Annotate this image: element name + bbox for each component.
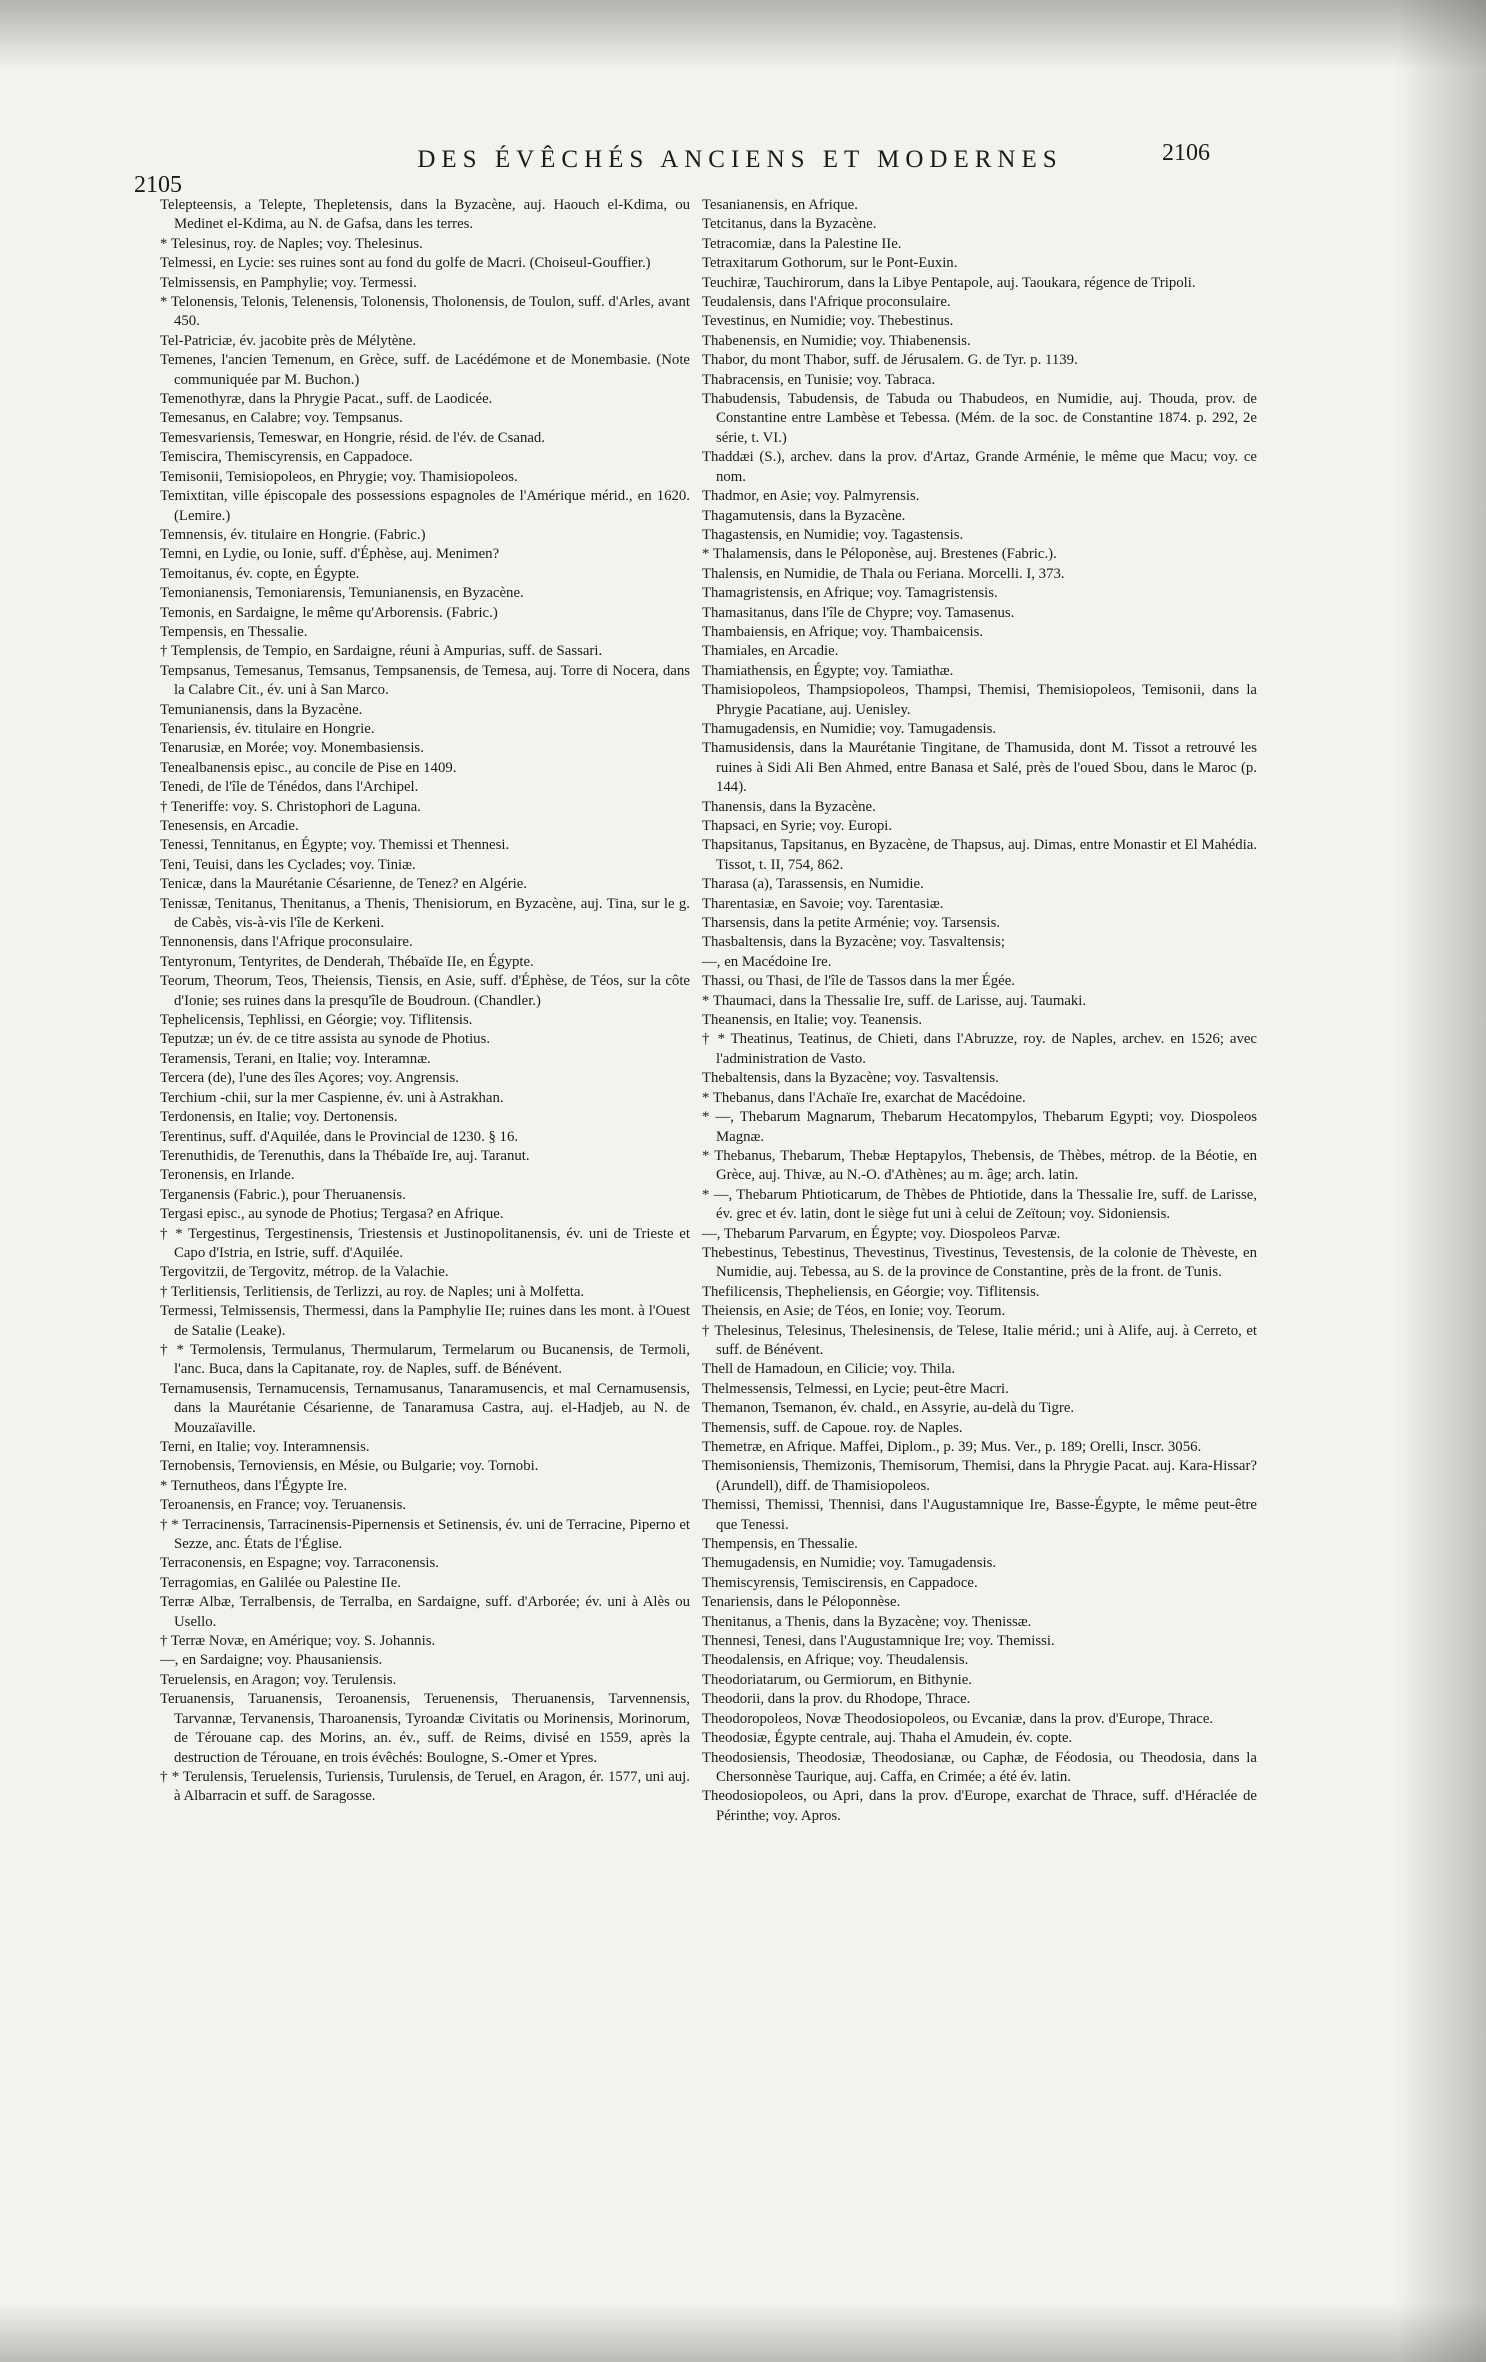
dictionary-entry: † * Terracinensis, Tarracinensis-Pipernensis et Setinensis, év. uni de Terracine, Piperno et Sezze, anc. États de l'Église. (160, 1516, 690, 1553)
dictionary-entry: * Telesinus, roy. de Naples; voy. Thelesinus. (160, 235, 423, 252)
scan-shadow-right (1396, 0, 1486, 2362)
dictionary-entry: Theodorii, dans la prov. du Rhodope, Thrace. (702, 1691, 971, 1708)
dictionary-entry: Telepteensis, a Telepte, Thepletensis, dans la Byzacène, auj. Haouch el-Kdima, ou Medinet el-Kdima, au N. de Gafsa, dans les terres. (160, 197, 690, 233)
dictionary-entry: † * Theatinus, Teatinus, de Chieti, dans l'Abruzze, roy. de Naples, archev. en 1526; avec l'administration de Vasto. (702, 1031, 1257, 1067)
dictionary-entry: Tergovitzii, de Tergovitz, métrop. de la Valachie. (160, 1264, 449, 1281)
dictionary-entry: Tenedi, de l'île de Ténédos, dans l'Archipel. (160, 779, 419, 796)
dictionary-entry: Teruanensis, Taruanensis, Teroanensis, Teruenensis, Theruanensis, Tarvennensis, Tarvannæ, Tervanensis, Tharoanensis, Tyroandæ Civitatis ou Morinensis, Morinorum, de Térouane cap. des Morins, an. év., suff. de Reims, divisé en 1559, après la destruction de Térouane, en trois évêchés: Boulogne, S.-Omer et Ypres. (160, 1691, 690, 1766)
dictionary-entry: Teruelensis, en Aragon; voy. Terulensis. (160, 1671, 397, 1688)
dictionary-entry: Teni, Teuisi, dans les Cyclades; voy. Tiniæ. (160, 856, 416, 873)
dictionary-entry: Terganensis (Fabric.), pour Theruanensis. (160, 1186, 406, 1203)
dictionary-entry: * —, Thebarum Magnarum, Thebarum Hecatompylos, Thebarum Egypti; voy. Diospoleos Magnæ. (702, 1109, 1257, 1145)
dictionary-entry: Theodoropoleos, Novæ Theodosiopoleos, ou Evcaniæ, dans la prov. d'Europe, Thrace. (702, 1710, 1214, 1727)
dictionary-entry: † * Tergestinus, Tergestinensis, Triestensis et Justinopolitanensis, év. uni de Trieste et Capo d'Istria, en Istrie, suff. d'Aquilée. (160, 1225, 690, 1261)
dictionary-entry: —, en Sardaigne; voy. Phausaniensis. (160, 1652, 383, 1669)
dictionary-entry: * Thaumaci, dans la Thessalie Ire, suff. de Larisse, auj. Taumaki. (702, 992, 1087, 1009)
dictionary-entry: Themanon, Tsemanon, év. chald., en Assyrie, au-delà du Tigre. (702, 1400, 1075, 1417)
dictionary-entry: Tempsanus, Temesanus, Temsanus, Tempsanensis, de Temesa, auj. Torre di Nocera, dans la Calabre Cit., év. uni à San Marco. (160, 662, 690, 699)
dictionary-entry: Thennesi, Tenesi, dans l'Augustamnique Ire; voy. Themissi. (702, 1633, 1055, 1650)
dictionary-entry: † Teneriffe: voy. S. Christophori de Laguna. (160, 798, 421, 815)
dictionary-entry: Thabor, du mont Thabor, suff. de Jérusalem. G. de Tyr. p. 1139. (702, 352, 1078, 369)
dictionary-entry: Tenarusiæ, en Morée; voy. Monembasiensis. (160, 740, 424, 757)
dictionary-entry: Thempensis, en Thessalie. (702, 1536, 858, 1553)
dictionary-entry: Teroanensis, en France; voy. Teruanensis. (160, 1497, 407, 1514)
dictionary-entry: Temesvariensis, Temeswar, en Hongrie, résid. de l'év. de Csanad. (160, 429, 546, 446)
dictionary-entry: Tetcitanus, dans la Byzacène. (702, 216, 877, 233)
dictionary-entry: Temunianensis, dans la Byzacène. (160, 701, 363, 718)
dictionary-entry: Tetraxitarum Gothorum, sur le Pont-Euxin. (702, 255, 958, 272)
dictionary-entry: Theanensis, en Italie; voy. Teanensis. (702, 1012, 923, 1029)
dictionary-entry: Themiscyrensis, Temiscirensis, en Cappadoce. (702, 1574, 978, 1591)
dictionary-entry: Terraconensis, en Espagne; voy. Tarraconensis. (160, 1555, 439, 1572)
dictionary-entry: Temonianensis, Temoniarensis, Temunianensis, en Byzacène. (160, 585, 524, 602)
dictionary-entry: Thamugadensis, en Numidie; voy. Tamugadensis. (702, 720, 997, 737)
dictionary-entry: Thaddæi (S.), archev. dans la prov. d'Artaz, Grande Arménie, le même que Macu; voy. ce nom. (702, 449, 1257, 485)
dictionary-entry: Thamiathensis, en Égypte; voy. Tamiathæ. (702, 662, 954, 679)
dictionary-entry: * Thalamensis, dans le Péloponèse, auj. Brestenes (Fabric.). (702, 546, 1057, 563)
dictionary-entry: Thagastensis, en Numidie; voy. Tagastensis. (702, 526, 964, 543)
dictionary-entry: Teuchiræ, Tauchirorum, dans la Libye Pentapole, auj. Taoukara, régence de Tripoli. (702, 274, 1196, 291)
dictionary-entry: Teorum, Theorum, Teos, Theiensis, Tiensis, en Asie, suff. d'Éphèse, de Téos, sur la côte d'Ionie; ses ruines dans la presqu'île de Boudroun. (Chandler.) (160, 973, 690, 1009)
dictionary-entry: Tentyronum, Tentyrites, de Denderah, Thébaïde IIe, en Égypte. (160, 953, 534, 970)
dictionary-entry: Thamisiopoleos, Thampsiopoleos, Thampsi, Themisi, Themisiopoleos, Temisonii, dans la Phrygie Pacatiane, auj. Uenisley. (702, 682, 1257, 718)
dictionary-entry: Termessi, Telmissensis, Thermessi, dans la Pamphylie IIe; ruines dans les mont. à l'Ouest de Satalie (Leake). (160, 1303, 690, 1339)
dictionary-entry: Tharentasiæ, en Savoie; voy. Tarentasiæ. (702, 895, 944, 912)
dictionary-entry: Tephelicensis, Tephlissi, en Géorgie; voy. Tiflitensis. (160, 1012, 473, 1029)
dictionary-entry: Tevestinus, en Numidie; voy. Thebestinus. (702, 313, 954, 330)
dictionary-entry: Terentinus, suff. d'Aquilée, dans le Provincial de 1230. § 16. (160, 1128, 519, 1145)
dictionary-entry: Tenessi, Tennitanus, en Égypte; voy. Themissi et Thennesi. (160, 837, 510, 854)
dictionary-entry: Thefilicensis, Thepheliensis, en Géorgie; voy. Tiflitensis. (702, 1283, 1040, 1300)
dictionary-entry: Temoitanus, év. copte, en Égypte. (160, 565, 360, 582)
dictionary-entry: Tharsensis, dans la petite Arménie; voy. Tarsensis. (702, 915, 1001, 932)
dictionary-entry: Thelmessensis, Telmessi, en Lycie; peut-être Macri. (702, 1380, 1009, 1397)
dictionary-entry: Thadmor, en Asie; voy. Palmyrensis. (702, 488, 920, 505)
dictionary-entry: † Templensis, de Tempio, en Sardaigne, réuni à Ampurias, suff. de Sassari. (160, 643, 603, 660)
dictionary-entry: * Thebanus, Thebarum, Thebæ Heptapylos, Thebensis, de Thèbes, métrop. de la Béotie, en Grèce, auj. Thivæ, au N.-O. d'Athènes; au m. âge; arch. latin. (702, 1147, 1257, 1184)
dictionary-entry: —, Thebarum Parvarum, en Égypte; voy. Diospoleos Parvæ. (702, 1225, 1061, 1242)
dictionary-entry: Theodalensis, en Afrique; voy. Theudalensis. (702, 1652, 969, 1669)
dictionary-entry: Tenicæ, dans la Maurétanie Césarienne, de Tenez? en Algérie. (160, 876, 528, 893)
dictionary-entry: Tennonensis, dans l'Afrique proconsulaire. (160, 934, 413, 951)
dictionary-entry: † Terræ Novæ, en Amérique; voy. S. Johannis. (160, 1633, 436, 1650)
dictionary-entry: Terdonensis, en Italie; voy. Dertonensis. (160, 1109, 398, 1126)
dictionary-entry: Telmissensis, en Pamphylie; voy. Termessi. (160, 274, 417, 291)
dictionary-entry: Temiscira, Themiscyrensis, en Cappadoce. (160, 449, 413, 466)
dictionary-entry: Temisonii, Temisiopoleos, en Phrygie; voy. Thamisiopoleos. (160, 468, 518, 485)
dictionary-entry: Tel-Patriciæ, év. jacobite près de Mélytène. (160, 332, 417, 349)
dictionary-entry: Tesanianensis, en Afrique. (702, 197, 858, 213)
dictionary-entry: Thabracensis, en Tunisie; voy. Tabraca. (702, 371, 936, 388)
dictionary-entry: Thassi, ou Thasi, de l'île de Tassos dans la mer Égée. (702, 973, 1015, 990)
scan-shadow-top (0, 0, 1486, 70)
dictionary-entry: * Thebanus, dans l'Achaïe Ire, exarchat de Macédoine. (702, 1089, 1026, 1106)
dictionary-entry: Thamagristensis, en Afrique; voy. Tamagristensis. (702, 585, 998, 602)
dictionary-entry: Themisoniensis, Themizonis, Themisorum, Themisi, dans la Phrygie Pacat. auj. Kara-Hissar? (Arundell), diff. de Thamisiopoleos. (702, 1458, 1257, 1494)
dictionary-entry: Thapsaci, en Syrie; voy. Europi. (702, 818, 893, 834)
dictionary-entry: Thagamutensis, dans la Byzacène. (702, 507, 906, 524)
dictionary-entry: Tempensis, en Thessalie. (160, 623, 308, 640)
dictionary-entry: Terni, en Italie; voy. Interamnensis. (160, 1439, 370, 1455)
dictionary-entry: Thapsitanus, Tapsitanus, en Byzacène, de Thapsus, auj. Dimas, entre Monastir et El Mahédia. Tissot, t. II, 754, 862. (702, 837, 1257, 873)
dictionary-entry: Thell de Hamadoun, en Cilicie; voy. Thila. (702, 1361, 956, 1378)
dictionary-entry: Themissi, Themissi, Thennisi, dans l'Augustamnique Ire, Basse-Égypte, le même peut-être que Tenessi. (702, 1497, 1257, 1533)
dictionary-entry: Theodoriatarum, ou Germiorum, en Bithynie. (702, 1671, 972, 1688)
dictionary-entry: * —, Thebarum Phtioticarum, de Thèbes de Phtiotide, dans la Thessalie Ire, suff. de Larisse, év. grec et év. latin, dont le siège fut uni à celui de Zeïtoun; voy. Sidoniensis. (702, 1186, 1257, 1223)
dictionary-entry: Tenissæ, Tenitanus, Thenitanus, a Thenis, Thenisiorum, en Byzacène, auj. Tina, sur le g. de Cabès, vis-à-vis l'île de Kerkeni. (160, 895, 690, 932)
dictionary-entry: Thamusidensis, dans la Maurétanie Tingitane, de Thamusida, dont M. Tissot a retrouvé les ruines à Sidi Ali Ben Ahmed, entre Banasa et Salé, près de l'oued Sbou, dans le Maroc (p. 144). (702, 740, 1257, 796)
dictionary-entry: * Ternutheos, dans l'Égypte Ire. (160, 1477, 348, 1494)
dictionary-entry: Themetræ, en Afrique. Maffei, Diplom., p. 39; Mus. Ver., p. 189; Orelli, Inscr. 3056. (702, 1439, 1202, 1455)
dictionary-entry: Themensis, suff. de Capoue. roy. de Naples. (702, 1419, 963, 1436)
dictionary-entry: Thambaiensis, en Afrique; voy. Thambaicensis. (702, 623, 984, 640)
dictionary-entry: Ternamusensis, Ternamucensis, Ternamusanus, Tanaramusencis, et mal Cernamusensis, dans la Maurétanie Césarienne, de Tanaramusa Castra, auj. el-Hadjeb, au N. de Mouzaïaville. (160, 1380, 690, 1436)
dictionary-entry: Thenitanus, a Thenis, dans la Byzacène; voy. Thenissæ. (702, 1613, 1032, 1630)
right-column (702, 196, 1257, 1826)
dictionary-entry: Thalensis, en Numidie, de Thala ou Feriana. Morcelli. I, 373. (702, 565, 1065, 582)
left-column (160, 196, 690, 1807)
dictionary-entry: Tergasi episc., au synode de Photius; Tergasa? en Afrique. (160, 1206, 504, 1223)
dictionary-entry: Theodosiæ, Égypte centrale, auj. Thaha el Amudein, év. copte. (702, 1730, 1073, 1747)
dictionary-entry: Tenariensis, év. titulaire en Hongrie. (160, 720, 375, 737)
dictionary-entry: † Terlitiensis, Terlitiensis, de Terlizzi, au roy. de Naples; uni à Molfetta. (160, 1283, 585, 1300)
dictionary-entry: Terragomias, en Galilée ou Palestine IIe. (160, 1574, 401, 1591)
dictionary-entry: Tetracomiæ, dans la Palestine IIe. (702, 235, 902, 252)
dictionary-entry: Thebaltensis, dans la Byzacène; voy. Tasvaltensis. (702, 1070, 999, 1087)
dictionary-entry: Temni, en Lydie, ou Ionie, suff. d'Éphèse, auj. Menimen? (160, 546, 500, 563)
dictionary-entry: Terchium -chii, sur la mer Caspienne, év. uni à Astrakhan. (160, 1089, 504, 1106)
dictionary-entry: † * Termolensis, Termulanus, Thermularum, Termelarum ou Bucanensis, de Termoli, l'anc. Buca, dans la Capitanate, roy. de Naples, suff. de Bénévent. (160, 1341, 690, 1378)
dictionary-entry: Teputzæ; un év. de ce titre assista au synode de Photius. (160, 1031, 491, 1048)
page-number-left: 2105 (134, 172, 182, 198)
dictionary-entry: Thabudensis, Tabudensis, de Tabuda ou Thabudeos, en Numidie, auj. Thouda, prov. de Constantine entre Lambèse et Tebessa. (Mém. de la soc. de Constantine 1874. p. 292, 2e série, t. VI.) (702, 391, 1257, 446)
dictionary-entry: † * Terulensis, Teruelensis, Turiensis, Turulensis, de Teruel, en Aragon, ér. 1577, uni auj. à Albarracin et suff. de Saragosse. (160, 1768, 690, 1805)
page-number-right: 2106 (1162, 140, 1210, 166)
dictionary-entry: Thasbaltensis, dans la Byzacène; voy. Tasvaltensis; (702, 934, 1006, 951)
dictionary-entry: Thamasitanus, dans l'île de Chypre; voy. Tamasenus. (702, 604, 1015, 621)
dictionary-entry: Temnensis, év. titulaire en Hongrie. (Fabric.) (160, 526, 426, 543)
dictionary-entry: * Telonensis, Telonis, Telenensis, Tolonensis, Tholonensis, de Toulon, suff. d'Arles, avant 450. (160, 294, 690, 330)
dictionary-entry: Teramensis, Terani, en Italie; voy. Interamnæ. (160, 1050, 431, 1067)
dictionary-entry: Thebestinus, Tebestinus, Thevestinus, Tivestinus, Tevestensis, de la colonie de Thèveste, en Numidie, auj. Tebessa, au S. de la province de Constantine, près de la front. de Tunis. (702, 1244, 1257, 1281)
dictionary-entry: Tenealbanensis episc., au concile de Pise en 1409. (160, 759, 457, 776)
dictionary-entry: Terenuthidis, de Terenuthis, dans la Thébaïde Ire, auj. Taranut. (160, 1147, 530, 1164)
dictionary-entry: Thamiales, en Arcadie. (702, 643, 839, 660)
dictionary-entry: Temixtitan, ville épiscopale des possessions espagnoles de l'Amérique mérid., en 1620. (Lemire.) (160, 488, 690, 524)
dictionary-entry: Temonis, en Sardaigne, le même qu'Arborensis. (Fabric.) (160, 604, 498, 621)
scan-shadow-bottom (0, 2302, 1486, 2362)
dictionary-entry: Tenariensis, dans le Péloponnèse. (702, 1594, 901, 1611)
dictionary-entry: Temenes, l'ancien Temenum, en Grèce, suff. de Lacédémone et de Monembasie. (Note communiquée par M. Buchon.) (160, 352, 690, 388)
dictionary-entry: Thabenensis, en Numidie; voy. Thiabenensis. (702, 332, 971, 349)
dictionary-entry: Telmessi, en Lycie: ses ruines sont au fond du golfe de Macri. (Choiseul-Gouffier.) (160, 255, 651, 272)
running-head-title: DES ÉVÊCHÉS ANCIENS ET MODERNES (417, 146, 1063, 173)
dictionary-entry: —, en Macédoine Ire. (702, 953, 832, 970)
dictionary-entry: Theodosiensis, Theodosiæ, Theodosianæ, ou Caphæ, de Féodosia, ou Theodosia, dans la Chersonnèse Taurique, auj. Caffa, en Crimée; a été év. latin. (702, 1749, 1257, 1785)
dictionary-entry: Temesanus, en Calabre; voy. Tempsanus. (160, 410, 403, 427)
dictionary-entry: † Thelesinus, Telesinus, Thelesinensis, de Telese, Italie mérid.; uni à Alife, auj. à Cerreto, et suff. de Bénévent. (702, 1322, 1257, 1358)
dictionary-entry: Tharasa (a), Tarassensis, en Numidie. (702, 876, 924, 893)
dictionary-entry: Teronensis, en Irlande. (160, 1167, 295, 1184)
dictionary-entry: Temenothyræ, dans la Phrygie Pacat., suff. de Laodicée. (160, 391, 493, 408)
dictionary-entry: Thanensis, dans la Byzacène. (702, 798, 876, 815)
dictionary-entry: Tercera (de), l'une des îles Açores; voy. Angrensis. (160, 1070, 459, 1087)
dictionary-entry: Themugadensis, en Numidie; voy. Tamugadensis. (702, 1555, 997, 1572)
dictionary-entry: Teudalensis, dans l'Afrique proconsulaire. (702, 294, 951, 311)
dictionary-entry: Ternobensis, Ternoviensis, en Mésie, ou Bulgarie; voy. Tornobi. (160, 1458, 539, 1475)
dictionary-entry: Theiensis, en Asie; de Téos, en Ionie; voy. Teorum. (702, 1303, 1006, 1320)
dictionary-entry: Theodosiopoleos, ou Apri, dans la prov. d'Europe, exarchat de Thrace, suff. d'Héraclée de Périnthe; voy. Apros. (702, 1788, 1257, 1824)
dictionary-entry: Terræ Albæ, Terralbensis, de Terralba, en Sardaigne, suff. d'Arborée; év. uni à Alès ou Usello. (160, 1594, 690, 1630)
dictionary-entry: Tenesensis, en Arcadie. (160, 818, 299, 834)
